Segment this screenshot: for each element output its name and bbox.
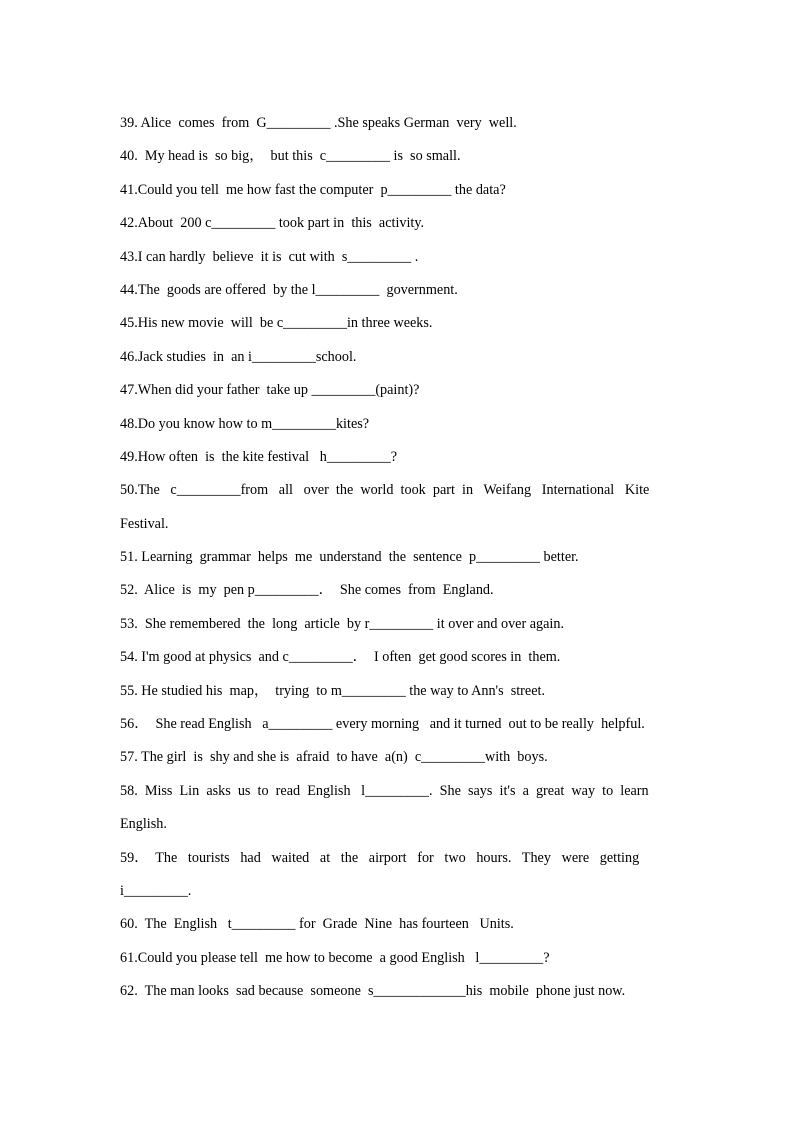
- question-58: 58. Miss Lin asks us to read English l_________. She says it's a great way to learn: [120, 782, 649, 799]
- question-40: 40. My head is so big， but this c_________ is so small.: [120, 148, 461, 165]
- exercise-list: [120, 107, 672, 1009]
- question-41: 41.Could you tell me how fast the computer p_________ the data?: [120, 181, 506, 198]
- question-59-continuation: i_________.: [120, 882, 192, 899]
- question-42: 42.About 200 c_________ took part in this activity.: [120, 215, 425, 232]
- question-43: 43.I can hardly believe it is cut with s_________ .: [120, 248, 419, 265]
- question-55: 55. He studied his map， trying to m_________ the way to Ann's street.: [120, 682, 545, 699]
- question-59: 59． The tourists had waited at the airport for two hours. They were getting: [120, 849, 640, 866]
- question-47: 47.When did your father take up _________(paint)?: [120, 382, 420, 399]
- question-53: 53. She remembered the long article by r_________ it over and over again.: [120, 615, 565, 632]
- question-39: 39. Alice comes from G_________ .She speaks German very well.: [120, 115, 517, 131]
- question-52: 52. Alice is my pen p_________． She comes from England.: [120, 582, 494, 599]
- question-58-continuation: English.: [120, 816, 167, 833]
- question-49: 49.How often is the kite festival h_________?: [120, 448, 398, 465]
- question-45: 45.His new movie will be c_________in three weeks.: [120, 315, 433, 332]
- question-44: 44.The goods are offered by the l_________ government.: [120, 281, 458, 298]
- question-48: 48.Do you know how to m_________kites?: [120, 415, 370, 432]
- question-61: 61.Could you please tell me how to become a good English l_________?: [120, 949, 550, 966]
- question-57: 57. The girl is shy and she is afraid to have a(n) c_________with boys.: [120, 749, 548, 766]
- question-46: 46.Jack studies in an i_________school.: [120, 348, 357, 365]
- question-56: 56． She read English a_________ every morning and it turned out to be really helpful.: [120, 716, 645, 733]
- question-50-continuation: Festival.: [120, 515, 169, 532]
- question-51: 51. Learning grammar helps me understand the sentence p_________ better.: [120, 549, 579, 566]
- question-50: 50.The c_________from all over the world took part in Weifang International Kite: [120, 482, 650, 499]
- question-62: 62. The man looks sad because someone s_____________his mobile phone just now.: [120, 983, 626, 1000]
- question-54: 54. I'm good at physics and c_________． I often get good scores in them.: [120, 649, 561, 666]
- question-60: 60. The English t_________ for Grade Nine has fourteen Units.: [120, 916, 514, 933]
